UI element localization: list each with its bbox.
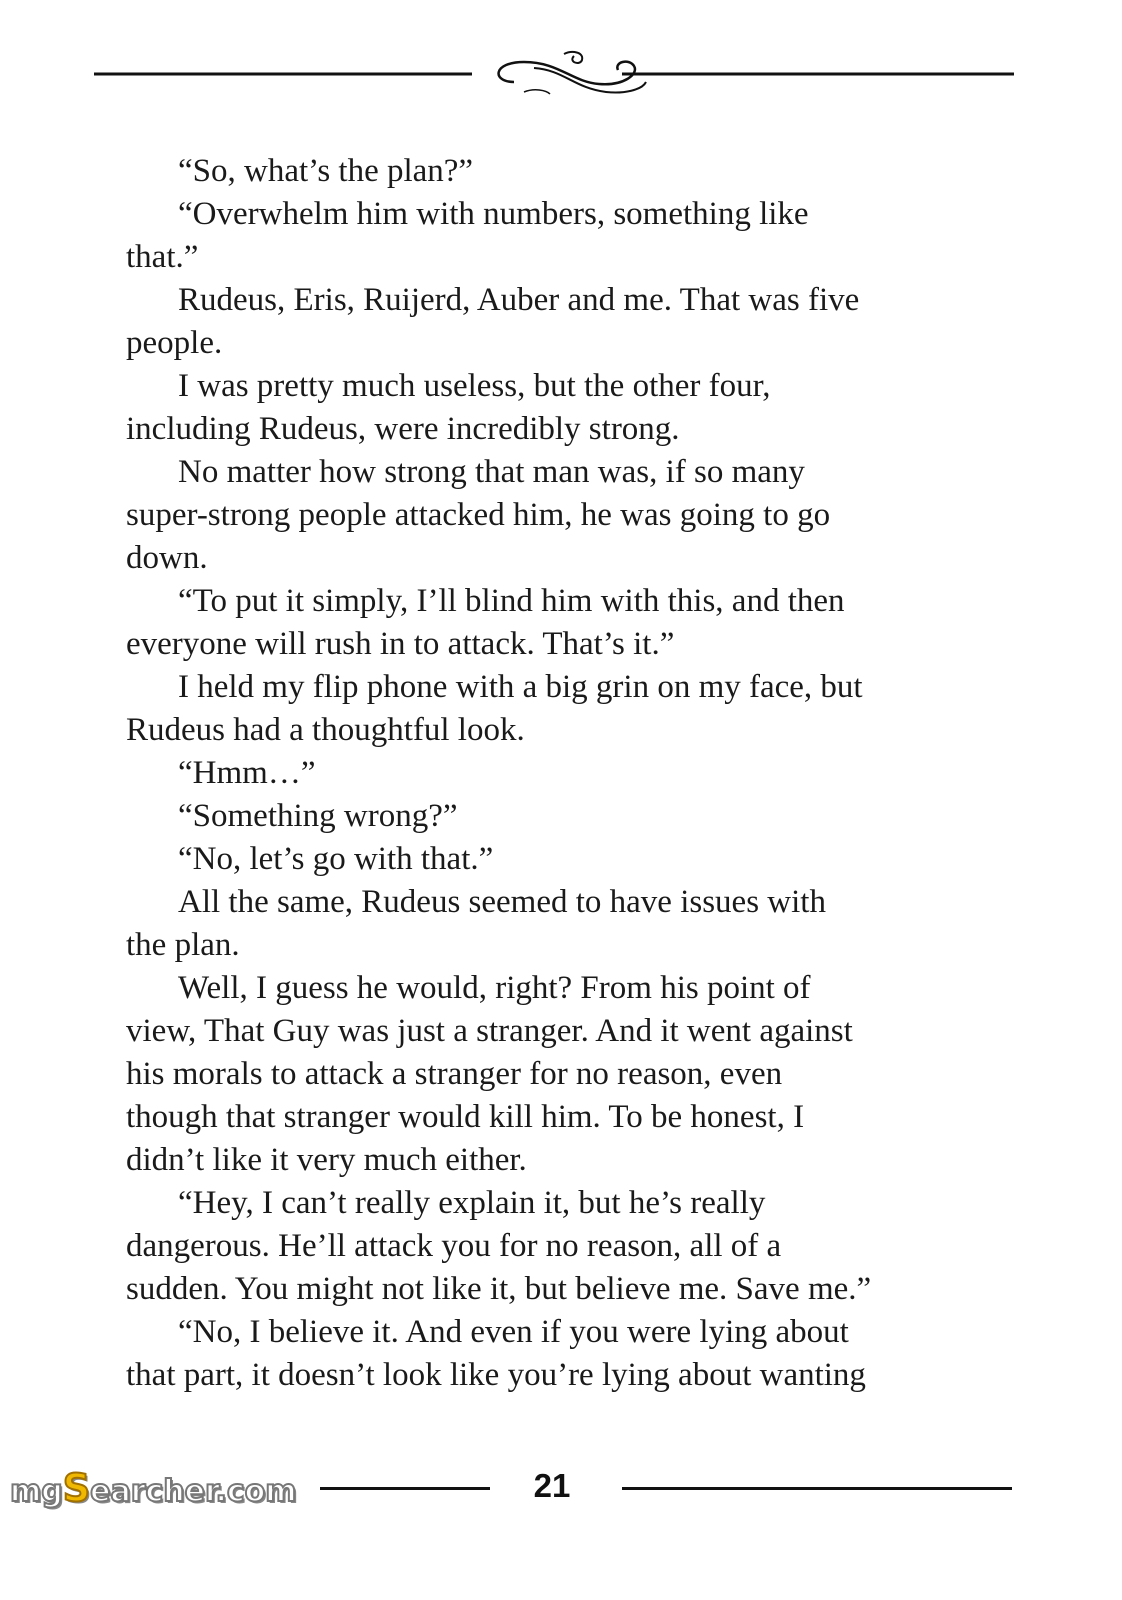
text-line: “So, what’s the plan?” [178,153,474,189]
text-line: dangerous. He’ll attack you for no reason, all of a [126,1228,782,1264]
text-line: super-strong people attacked him, he was going to go [126,497,831,533]
body-text [126,150,956,1397]
text-line: “No, I believe it. And even if you were lying about [178,1314,849,1350]
paragraph [126,580,956,666]
watermark-suffix: earcher.com [90,1474,297,1509]
text-line: Rudeus, Eris, Ruijerd, Auber and me. That was five [178,282,860,318]
paragraph [126,752,956,795]
text-line: All the same, Rudeus seemed to have issues with [178,884,826,920]
text-line: everyone will rush in to attack. That’s it.” [126,626,675,662]
text-line: I was pretty much useless, but the other four, [178,368,771,404]
text-line: didn’t like it very much either. [126,1142,527,1178]
text-line: I held my flip phone with a big grin on my face, but [178,669,863,705]
text-line: “Hmm…” [178,755,316,791]
text-line: “Hey, I can’t really explain it, but he’s really [178,1185,766,1221]
paragraph [126,666,956,752]
paragraph [126,967,956,1182]
text-line: No matter how strong that man was, if so many [178,454,805,490]
text-line: Rudeus had a thoughtful look. [126,712,525,748]
text-line: “No, let’s go with that.” [178,841,494,877]
text-line: his morals to attack a stranger for no reason, even [126,1056,783,1092]
watermark-prefix: mg [10,1474,63,1509]
text-line: including Rudeus, were incredibly strong. [126,411,680,447]
paragraph [126,795,956,838]
page-number: 21 [533,1467,571,1504]
text-line: “To put it simply, I’ll blind him with this, and then [178,583,845,619]
paragraph [126,838,956,881]
text-line: “Overwhelm him with numbers, something like [178,196,809,232]
text-line: though that stranger would kill him. To be honest, I [126,1099,805,1135]
text-line: that part, it doesn’t look like you’re lying about wanting [126,1357,866,1393]
text-line: people. [126,325,223,361]
watermark-s: S [62,1466,91,1510]
footer-rule-right [622,1487,1012,1490]
text-line: sudden. You might not like it, but believe me. Save me.” [126,1271,872,1307]
paragraph [126,193,956,279]
paragraph [126,279,956,365]
text-line: the plan. [126,927,240,963]
paragraph [126,1182,956,1311]
paragraph [126,365,956,451]
text-line: down. [126,540,208,576]
text-line: that.” [126,239,199,275]
text-line: “Something wrong?” [178,798,458,834]
header-ornament [94,44,1014,104]
footer-rule-left [320,1487,490,1490]
text-line: view, That Guy was just a stranger. And it went against [126,1013,853,1049]
paragraph [126,1311,956,1397]
paragraph [126,150,956,193]
paragraph [126,451,956,580]
text-line: Well, I guess he would, right? From his point of [178,970,811,1006]
watermark-logo [10,1466,297,1510]
paragraph [126,881,956,967]
